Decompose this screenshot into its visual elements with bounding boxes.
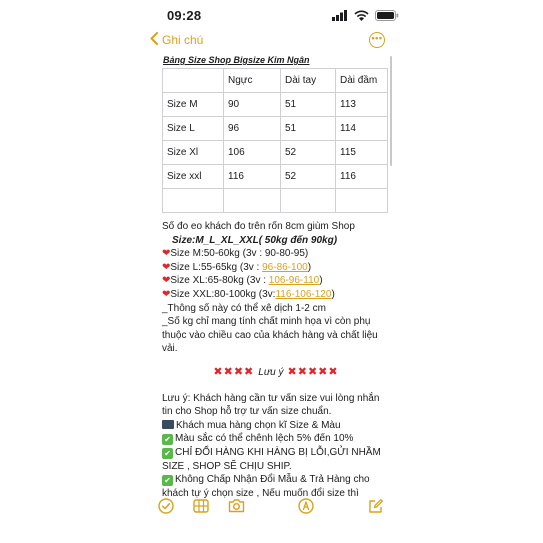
size-suffix: ) (331, 288, 335, 300)
note-line (162, 473, 390, 500)
status-clock: 09:28 (167, 8, 202, 23)
table-row (163, 189, 388, 213)
table-row (163, 141, 388, 165)
table-cell: 115 (336, 141, 388, 165)
check-mark-icon: ✔ (162, 434, 173, 445)
ellipsis-icon: ••• (371, 32, 383, 43)
table-header (163, 69, 224, 93)
signal-icon (332, 8, 348, 26)
heart-icon: ❤ (162, 288, 171, 300)
table-cell: 114 (336, 117, 388, 141)
notice-label: Lưu ý (258, 366, 284, 378)
note-body[interactable] (160, 55, 390, 500)
table-cell: 116 (336, 165, 388, 189)
compose-icon[interactable] (368, 498, 384, 519)
disclaimer-text: _Số kg chỉ mang tính chất minh họa vì còn phụ thuộc vào chiều cao của khách hàng và chất liệu vải. (162, 316, 378, 355)
table-cell: 51 (281, 93, 336, 117)
table-header-row (163, 69, 388, 93)
status-icons (332, 8, 399, 26)
size-range-text: Size:M_L_XL_XXL( 50kg đến 90kg) (172, 234, 338, 246)
size-line (162, 247, 390, 261)
table-cell: 96 (224, 117, 281, 141)
size-suffix: ) (319, 275, 323, 287)
table-cell: 90 (224, 93, 281, 117)
size-line (162, 288, 390, 302)
table-row (163, 165, 388, 189)
disclaimer-text: _Thông số này có thể xê dịch 1-2 cm (162, 302, 326, 314)
note-line (162, 446, 390, 473)
size-measure-link[interactable]: 106-96-110 (268, 275, 320, 287)
more-options-button[interactable] (369, 32, 385, 48)
cross-mark-icon: ✖✖✖✖ (213, 365, 255, 378)
note-paragraph: Lưu ý: Khách hàng cần tư vấn size vui lòng nhắn tin cho Shop hỗ trợ tư vấn size chuẩn. (162, 392, 380, 418)
size-measure-link[interactable]: 96-86-100 (262, 261, 308, 273)
check-mark-icon: ✔ (162, 475, 173, 486)
table-cell: 52 (281, 165, 336, 189)
chevron-left-icon (150, 32, 158, 48)
table-cell (336, 189, 388, 213)
note-text: Không Chấp Nhận Đổi Mẫu & Trả Hàng cho khách tự ý chọn size , Nếu muốn đổi size thì (162, 474, 370, 499)
scroll-indicator[interactable] (390, 56, 392, 166)
wifi-icon (354, 8, 369, 26)
intro-text: Số đo eo khách đo trên rốn 8cm giùm Shop (162, 221, 355, 232)
note-text (162, 220, 390, 500)
grid-icon[interactable] (193, 498, 209, 519)
table-cell: 52 (281, 141, 336, 165)
note-text: Khách mua hàng chọn kĩ Size & Màu (176, 419, 341, 431)
table-cell: Size Xl (163, 141, 224, 165)
table-cell (281, 189, 336, 213)
note-title: Bảng Size Shop Bigsize Kim Ngân (163, 55, 310, 65)
table-cell (224, 189, 281, 213)
note-line (162, 432, 390, 446)
bottom-toolbar (0, 498, 543, 522)
size-label: Size XXL:80-100kg (3v: (170, 288, 276, 300)
heart-icon: ❤ (162, 261, 171, 273)
size-line (162, 274, 390, 288)
table-row (163, 93, 388, 117)
table-cell (163, 189, 224, 213)
notice-heading (162, 366, 390, 380)
note-line (162, 419, 390, 433)
size-label: Size L:55-65kg (3v : (170, 261, 263, 273)
shipping-truck-icon (162, 420, 174, 429)
table-header: Dài đầm (336, 69, 388, 93)
table-cell: Size xxl (163, 165, 224, 189)
size-table (162, 68, 388, 213)
table-header: Dài tay (281, 69, 336, 93)
table-cell: 113 (336, 93, 388, 117)
table-header: Ngực (224, 69, 281, 93)
table-row (163, 117, 388, 141)
note-text: Màu sắc có thể chênh lệch 5% đến 10% (175, 433, 354, 445)
size-measure-link[interactable]: 116-106-120 (275, 288, 332, 300)
checklist-icon[interactable] (158, 498, 174, 519)
table-cell: 116 (224, 165, 281, 189)
size-label: Size XL:65-80kg (3v : (170, 275, 269, 287)
heart-icon: ❤ (162, 248, 171, 260)
table-cell: 51 (281, 117, 336, 141)
cross-mark-icon: ✖✖✖✖✖ (287, 365, 339, 378)
check-mark-icon: ✔ (162, 448, 173, 459)
note-text: CHỈ ĐỔI HÀNG KHI HÀNG BỊ LỖI,GỬI NHẦM SIZE , SHOP SẼ CHỊU SHIP. (162, 446, 381, 472)
size-label: Size M:50-60kg (3v : 90-80-95) (170, 248, 309, 260)
heart-icon: ❤ (162, 275, 171, 287)
size-line (162, 261, 390, 275)
back-button[interactable] (150, 32, 203, 48)
back-label: Ghi chú (162, 33, 204, 47)
table-cell: Size M (163, 93, 224, 117)
battery-icon (375, 8, 399, 26)
table-cell: Size L (163, 117, 224, 141)
nav-bar (0, 30, 543, 52)
size-suffix: ) (307, 261, 312, 273)
table-cell: 106 (224, 141, 281, 165)
camera-icon[interactable] (228, 498, 245, 518)
status-bar (0, 0, 543, 28)
markup-icon[interactable] (298, 498, 314, 519)
